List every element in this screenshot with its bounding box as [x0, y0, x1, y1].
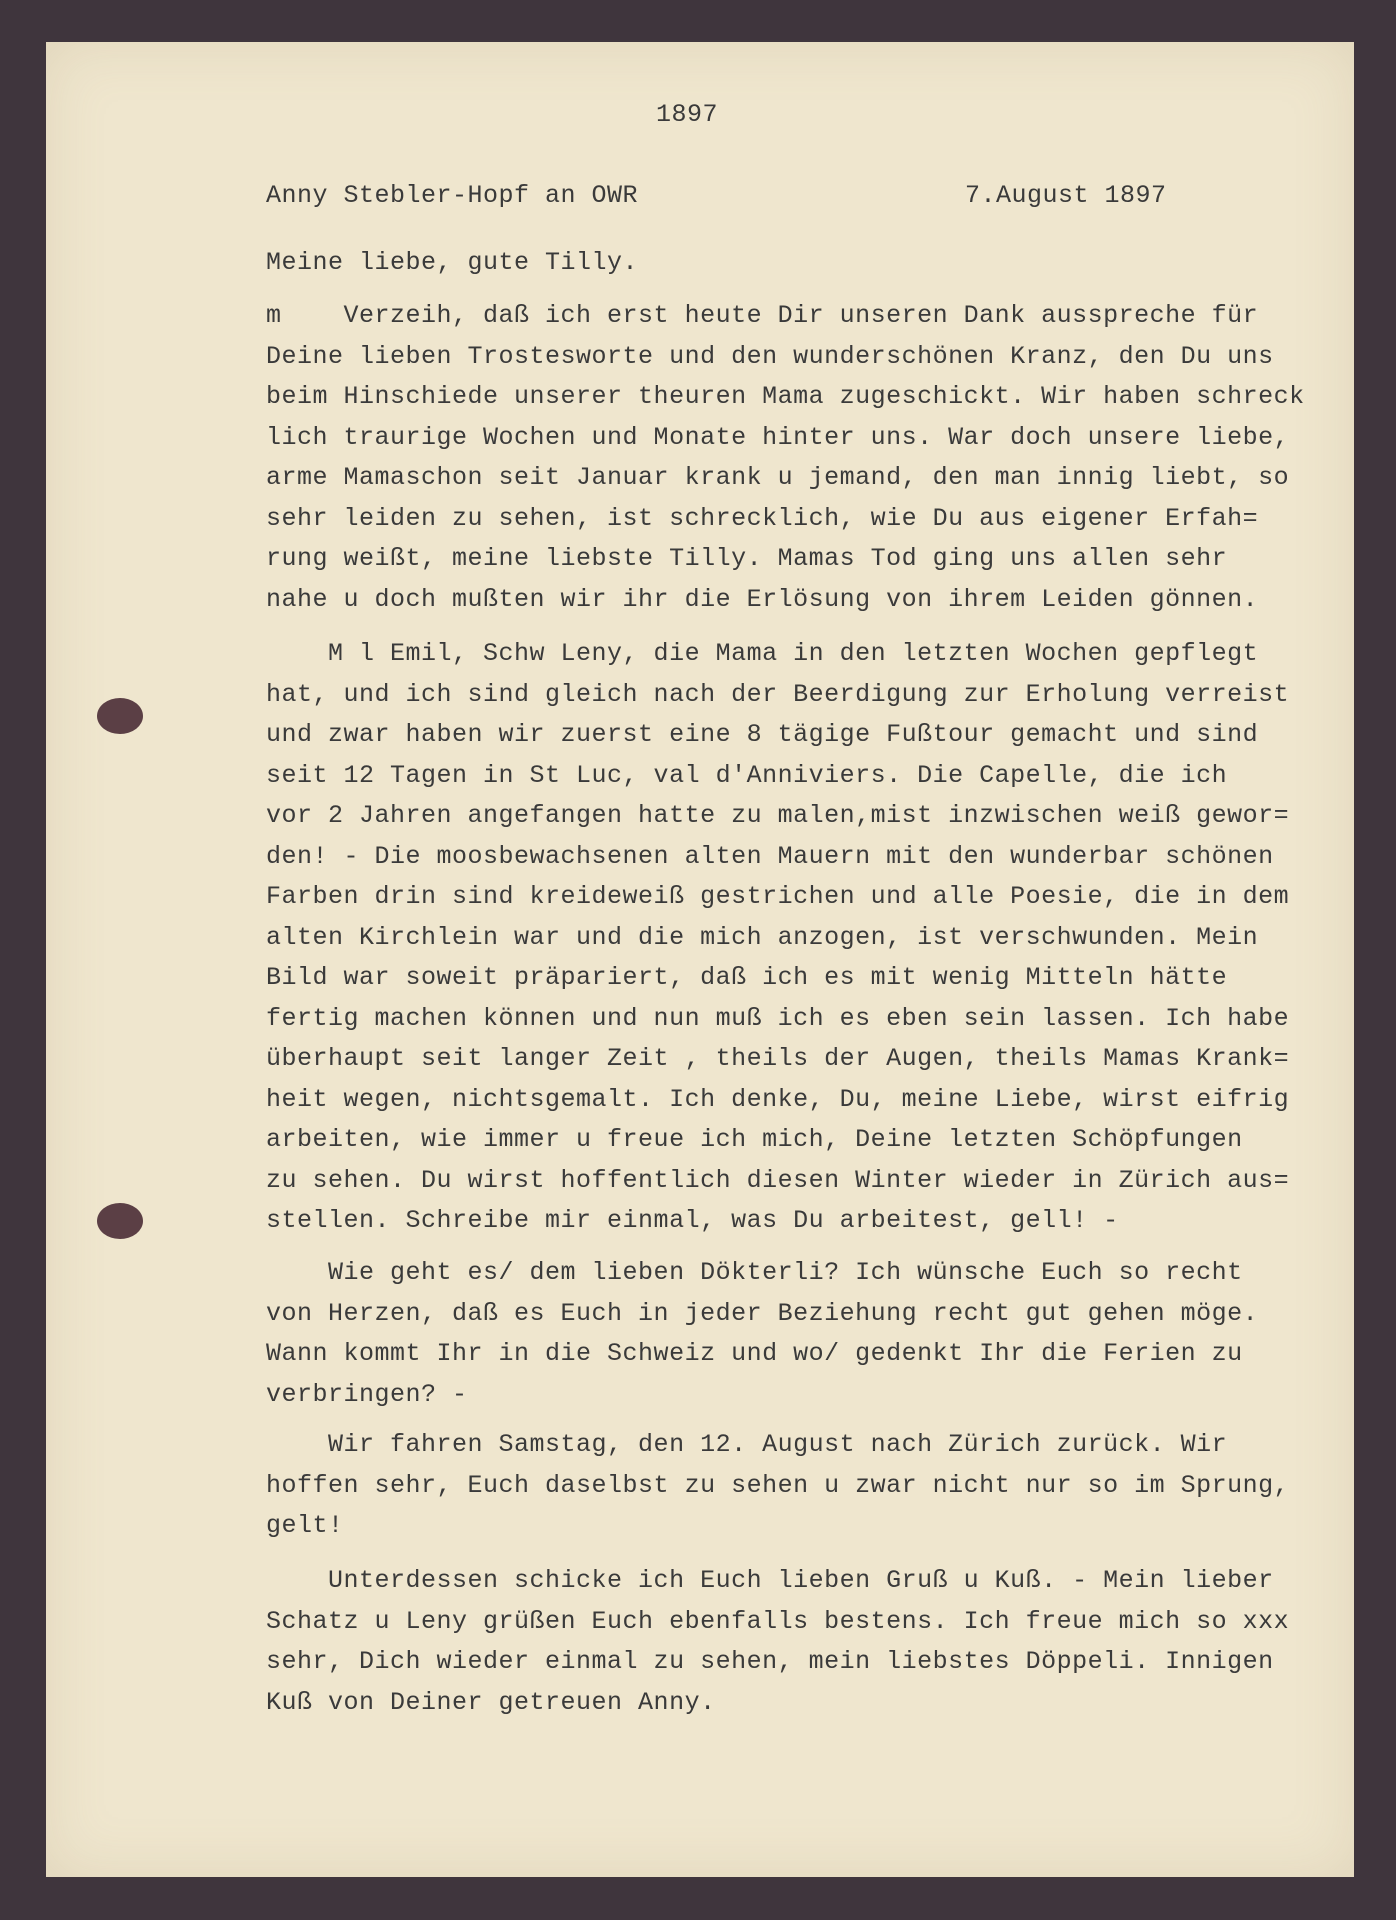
text-line: und zwar haben wir zuerst eine 8 tägige Fußtour gemacht und sind: [266, 720, 1259, 749]
text-line: den! - Die moosbewachsenen alten Mauern mit den wunderbar schönen: [266, 841, 1274, 871]
text-line: arme Mamaschon seit Januar krank u jemand, den man innig liebt, so: [266, 463, 1290, 492]
text-line: Bild war soweit präpariert, daß ich es mit wenig Mitteln hätte: [266, 963, 1228, 992]
text-line: sehr leiden zu sehen, ist schrecklich, wie Du aus eigener Erfah=: [266, 503, 1259, 533]
text-line: gelt!: [266, 1511, 344, 1540]
salutation: Meine liebe, gute Tilly.: [266, 248, 639, 277]
text-line: seit 12 Tagen in St Luc, val d'Anniviers. Die Capelle, die ich: [266, 760, 1228, 790]
text-line: überhaupt seit langer Zeit , theils der Augen, theils Mamas Krank=: [266, 1044, 1290, 1073]
text-line: heit wegen, nichtsgemalt. Ich denke, Du, meine Liebe, wirst eifrig: [266, 1084, 1290, 1114]
text-line: m Verzeih, daß ich erst heute Dir unseren Dank ausspreche für: [266, 301, 1259, 330]
letter-date: 7.August 1897: [965, 181, 1167, 210]
text-line: lich traurige Wochen und Monate hinter uns. War doch unsere liebe,: [266, 422, 1290, 452]
paragraph-3: [266, 1253, 1258, 1415]
text-line: nahe u doch mußten wir ihr die Erlösung von ihrem Leiden gönnen.: [266, 584, 1259, 614]
text-line: Schatz u Leny grüßen Euch ebenfalls bestens. Ich freue mich so xxx: [266, 1606, 1290, 1636]
text-line: Wann kommt Ihr in die Schweiz und wo/ gedenkt Ihr die Ferien zu: [266, 1339, 1243, 1368]
text-line: von Herzen, daß es Euch in jeder Beziehung recht gut gehen möge.: [266, 1298, 1259, 1328]
text-line: sehr, Dich wieder einmal zu sehen, mein liebstes Döppeli. Innigen: [266, 1647, 1274, 1676]
text-line: hat, und ich sind gleich nach der Beerdigung zur Erholung verreist: [266, 679, 1290, 709]
text-line: Wie geht es/ dem lieben Dökterli? Ich wünsche Euch so recht: [266, 1258, 1243, 1287]
paragraph-1: [266, 296, 1305, 620]
punch-hole: [97, 1203, 143, 1239]
paragraph-4: [266, 1425, 1289, 1547]
sender-line: Anny Stebler-Hopf an OWR: [266, 181, 639, 210]
text-line: fertig machen können und nun muß ich es eben sein lassen. Ich habe: [266, 1003, 1290, 1033]
text-line: M l Emil, Schw Leny, die Mama in den letzten Wochen gepflegt: [266, 639, 1259, 668]
paragraph-5: [266, 1561, 1289, 1723]
text-line: arbeiten, wie immer u freue ich mich, Deine letzten Schöpfungen: [266, 1125, 1243, 1154]
text-line: hoffen sehr, Euch daselbst zu sehen u zwar nicht nur so im Sprung,: [266, 1470, 1290, 1500]
text-line: Wir fahren Samstag, den 12. August nach Zürich zurück. Wir: [266, 1430, 1228, 1459]
text-line: rung weißt, meine liebste Tilly. Mamas Tod ging uns allen sehr: [266, 544, 1228, 573]
text-line: alten Kirchlein war und die mich anzogen, ist verschwunden. Mein: [266, 922, 1259, 952]
text-line: Unterdessen schicke ich Euch lieben Gruß u Kuß. - Mein lieber: [266, 1566, 1274, 1595]
punch-hole: [97, 698, 143, 734]
text-line: stellen. Schreibe mir einmal, was Du arbeitest, gell! -: [266, 1206, 1119, 1235]
text-line: zu sehen. Du wirst hoffentlich diesen Winter wieder in Zürich aus=: [266, 1165, 1290, 1195]
text-line: Deine lieben Trosteswortе und den wunderschönen Kranz, den Du uns: [266, 341, 1274, 371]
text-line: vor 2 Jahren angefangen hatte zu malen,mist inzwischen weiß gewor=: [266, 801, 1290, 830]
text-line: verbringen? -: [266, 1379, 468, 1409]
text-line: beim Hinschiede unserer theuren Mama zugeschickt. Wir haben schreck: [266, 382, 1305, 411]
text-line: Farben drin sind kreideweiß gestrichen und alle Poesie, die in dem: [266, 882, 1290, 911]
text-line: Kuß von Deiner getreuen Anny.: [266, 1687, 716, 1717]
year-header: 1897: [656, 100, 719, 129]
paragraph-2: [266, 634, 1289, 1242]
